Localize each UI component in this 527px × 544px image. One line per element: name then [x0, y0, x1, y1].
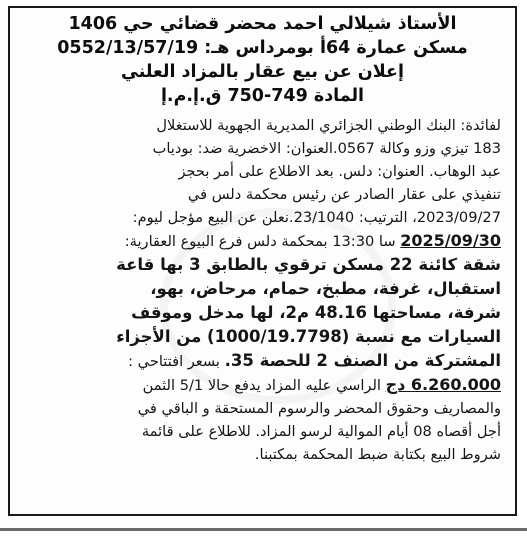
property-description: شقة كائنة 22 مسكن ترقوي بالطابق 3 بها قاعة: [116, 255, 501, 274]
body-line: والمصاريف وحقوق المحضر والرسوم المستحقة و الباقي في: [137, 400, 501, 417]
notice-title: إعلان عن بيع عقار بالمزاد العلني: [121, 62, 404, 82]
opening-price-label: بسعر افتتاحي :: [128, 353, 220, 370]
price-line: [24, 373, 501, 397]
body-line: 2023/09/27، الترتيب: 23/1040.نعلن عن البيع مؤجل ليوم:: [132, 209, 501, 226]
opening-price: 6.260.000 دج: [385, 375, 501, 394]
body-line: أجل أقصاه 08 أيام الموالية لرسو المزاد. للاطلاع على قائمة: [141, 423, 501, 440]
property-description: شرفة، مساحتها 48.16 م2، لها مدخل وموقف: [131, 303, 501, 322]
property-description: السيارات مع نسبة (1000/19.7798) من الأجزاء: [116, 327, 501, 346]
page-divider: [0, 528, 527, 531]
notice-header: [10, 8, 515, 110]
auction-notice: [8, 6, 517, 516]
notice-body: [10, 110, 515, 466]
body-line: 183 تيزي وزو وكالة 0567.العنوان: الاخضرية ضد: بودياب: [152, 140, 501, 157]
body-line: عبد الوهاب. العنوان: دلس. بعد الاطلاع على أمر بحجز: [178, 163, 501, 180]
sale-time-place: سا 13:30 بمحكمة دلس فرع البيوع العقارية:: [124, 233, 396, 250]
bailiff-name: الأستاذ شيلالي احمد محضر قضائي حي 1406: [68, 14, 457, 34]
property-share: المشتركة من الصنف 2 للحصة 35.: [224, 351, 501, 370]
body-line: لفائدة: البنك الوطني الجزائري المديرية الجهوية للاستغلال: [156, 117, 501, 134]
sale-date: 2025/09/30: [400, 231, 501, 250]
property-share-line: [24, 349, 501, 373]
property-description: استقبال، غرفة، مطبخ، حمام، مرحاض، بهو،: [150, 279, 501, 298]
sale-date-line: [24, 229, 501, 253]
payment-terms: الراسي عليه المزاد يدفع حالا 5/1 الثمن: [142, 377, 381, 394]
bailiff-address: مسكن عمارة 64أ بومرداس هـ: 0552/13/57/19: [57, 38, 468, 58]
body-line: شروط البيع بكتابة ضبط المحكمة بمكتبنا.: [254, 446, 501, 463]
body-line: تنفيذي على عقار الصادر عن رئيس محكمة دلس في: [187, 186, 501, 203]
legal-articles: المادة 749-750 ق.إ.م.إ: [160, 86, 365, 106]
